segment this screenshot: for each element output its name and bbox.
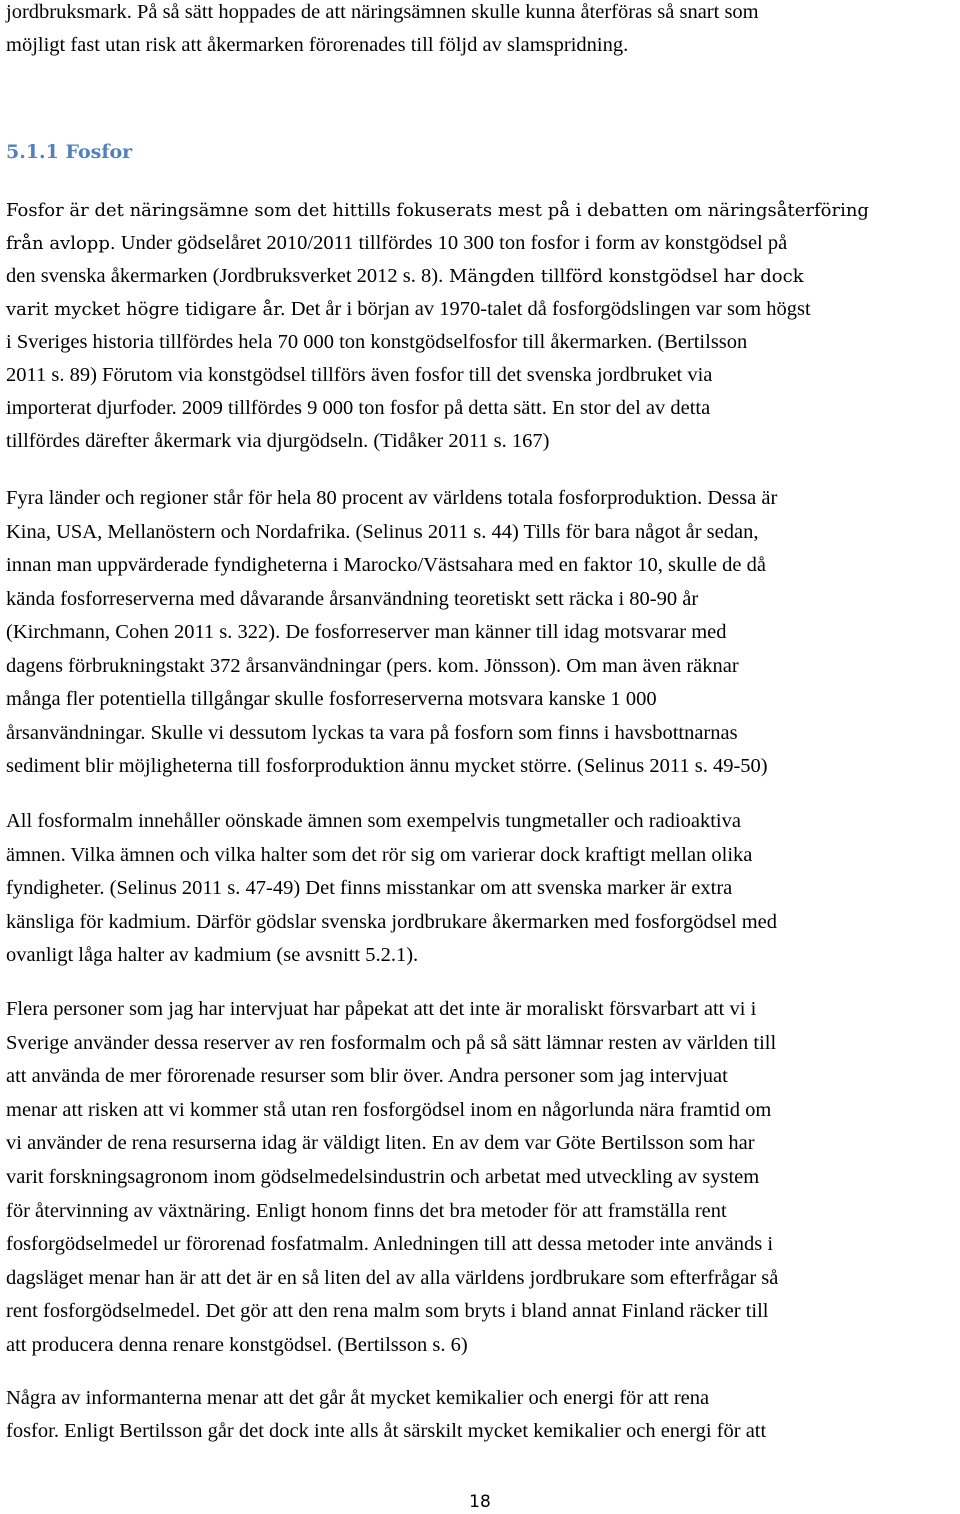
text-span: Det år i början av 1970-talet då fosforgödslingen var som högst: [285, 298, 811, 320]
text-span: den svenska åkermarken (Jordbruksverket 2012 s. 8).: [6, 265, 444, 287]
text-line: i Sveriges historia tillfördes hela 70 000 ton konstgödselfosfor till åkermarken. (Bertilsson: [6, 331, 748, 353]
text-line: [6, 293, 811, 326]
page-number: 18: [469, 1492, 491, 1512]
text-line: Fosfor är det näringsämne som det hittills fokuserats mest på i debatten om näringsåterföring: [6, 200, 869, 221]
text-line: att använda de mer förorenade resurser som blir över. Andra personer som jag intervjuat: [6, 1065, 728, 1088]
text-line: ämnen. Vilka ämnen och vilka halter som det rör sig om varierar dock kraftigt mellan olika: [6, 843, 753, 866]
intro-paragraph: [6, 0, 956, 66]
text-line: fosforgödselmedel ur förorenad fosfatmalm. Anledningen till att dessa metoder inte används i: [6, 1233, 774, 1256]
text-line: Sverige använder dessa reserver av ren fosformalm och på så sätt lämnar resten av världen till: [6, 1031, 777, 1054]
paragraph-fosfor-intro: [6, 194, 956, 464]
paragraph-global-production: [6, 482, 956, 782]
text-line: att producera denna renare konstgödsel. (Bertilsson s. 6): [6, 1334, 468, 1356]
section-heading: 5.1.1 Fosfor: [6, 141, 133, 163]
text-line: möjligt fast utan risk att åkermarken förorenades till följd av slamspridning.: [6, 34, 629, 56]
text-line: kända fosforreserverna med dåvarande årsanvändning teoretiskt sett räcka i 80-90 år: [6, 587, 699, 610]
text-line: fyndigheter. (Selinus 2011 s. 47-49) Det finns misstankar om att svenska marker är extra: [6, 877, 733, 899]
text-line: dagens förbrukningstakt 372 årsanvändningar (pers. kom. Jönsson). Om man även räknar: [6, 654, 739, 677]
text-span: från avlopp.: [6, 233, 116, 254]
paragraph-impurities: [6, 805, 956, 975]
text-line: jordbruksmark. På så sätt hoppades de att näringsämnen skulle kunna återföras så snart som: [6, 1, 759, 23]
text-line: känsliga för kadmium. Därför gödslar svenska jordbrukare åkermarken med fosforgödsel med: [6, 910, 777, 933]
text-line: 2011 s. 89) Förutom via konstgödsel tillförs även fosfor till det svenska jordbruket via: [6, 364, 713, 386]
text-line: många fler potentiella tillgångar skulle fosforreserverna motsvara kanske 1 000: [6, 688, 657, 710]
text-line: vi använder de rena resurserna idag är väldigt liten. En av dem var Göte Bertilsson som har: [6, 1132, 755, 1155]
text-line: dagsläget menar han är att det är en så liten del av alla världens jordbrukare som efterfrågar så: [6, 1266, 779, 1289]
text-line: Fyra länder och regioner står för hela 80 procent av världens totala fosforproduktion. Dessa är: [6, 487, 778, 509]
text-line: innan man uppvärderade fyndigheterna i Marocko/Västsahara med en faktor 10, skulle de då: [6, 554, 766, 576]
text-line: tillfördes därefter åkermark via djurgödseln. (Tidåker 2011 s. 167): [6, 430, 550, 452]
text-span: Mängden tillförd konstgödsel har dock: [443, 266, 804, 287]
text-line: All fosformalm innehåller oönskade ämnen som exempelvis tungmetaller och radioaktiva: [6, 810, 741, 832]
text-line: Flera personer som jag har intervjuat har påpekat att det inte är moraliskt försvarbart att vi i: [6, 998, 757, 1020]
text-span: Under gödselåret 2010/2011 tillfördes 10 300 ton fosfor i form av konstgödsel på: [115, 232, 788, 254]
text-line: årsanvändningar. Skulle vi dessutom lyckas ta vara på fosforn som finns i havsbottnarnas: [6, 721, 738, 744]
text-line: Några av informanterna menar att det går åt mycket kemikalier och energi för att rena: [6, 1387, 710, 1409]
text-span: varit mycket högre tidigare år.: [6, 299, 286, 320]
text-line: Kina, USA, Mellanöstern och Nordafrika. (Selinus 2011 s. 44) Tills för bara något år sedan,: [6, 520, 759, 543]
text-line: importerat djurfoder. 2009 tillfördes 9 000 ton fosfor på detta sätt. En stor del av detta: [6, 397, 711, 419]
text-line: menar att risken att vi kommer stå utan ren fosforgödsel inom en någorlunda nära framtid om: [6, 1098, 772, 1121]
text-line: sediment blir möjligheterna till fosforproduktion ännu mycket större. (Selinus 2011 s. 49-50): [6, 755, 768, 777]
text-line: [6, 260, 804, 293]
paragraph-informants: [6, 1382, 956, 1452]
text-line: [6, 227, 787, 260]
text-line: varit forskningsagronom inom gödselmedelsindustrin och arbetat med utveckling av system: [6, 1166, 760, 1188]
text-line: (Kirchmann, Cohen 2011 s. 322). De fosforreserver man känner till idag motsvarar med: [6, 621, 727, 643]
text-line: för återvinning av växtnäring. Enligt honom finns det bra metoder för att framställa rent: [6, 1199, 727, 1222]
text-line: ovanligt låga halter av kadmium (se avsnitt 5.2.1).: [6, 944, 419, 966]
text-line: rent fosforgödselmedel. Det gör att den rena malm som bryts i bland annat Finland räcker till: [6, 1300, 769, 1323]
paragraph-interviews: [6, 993, 956, 1363]
text-line: fosfor. Enligt Bertilsson går det dock inte alls åt särskilt mycket kemikalier och energi för att: [6, 1420, 767, 1442]
